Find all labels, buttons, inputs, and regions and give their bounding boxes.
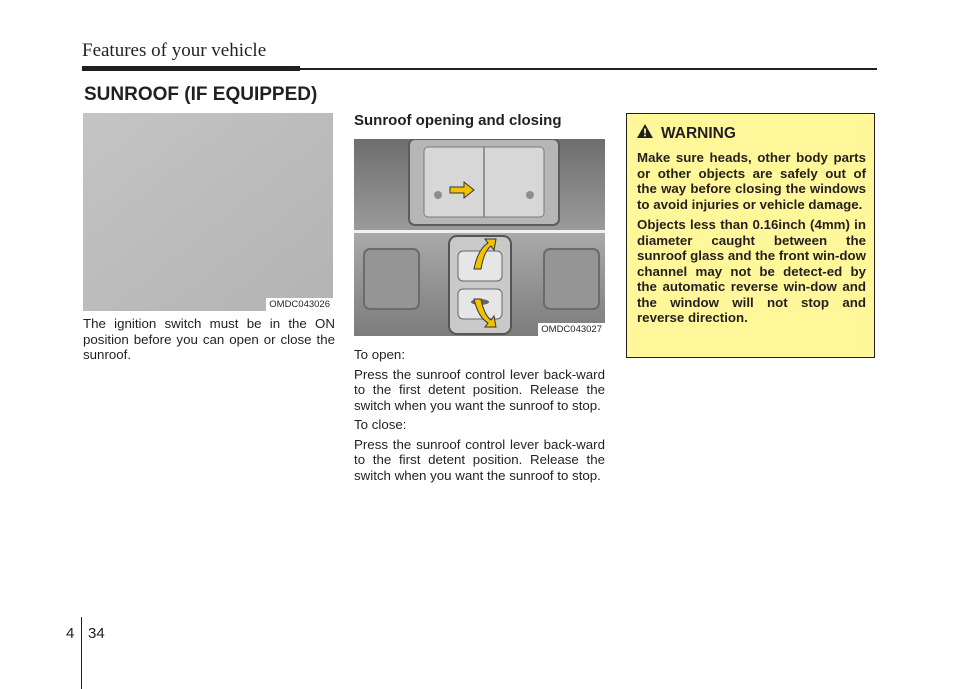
close-instructions: Press the sunroof control lever back-ward to the first detent position. Release the switch when you want the sunroof to stop. — [354, 436, 605, 483]
warning-paragraph-1: Make sure heads, other body parts or other objects are safely out of the way before closing the windows to avoid injuries or vehicle damage. — [637, 150, 866, 212]
ignition-note: The ignition switch must be in the ON position before you can open or close the sunroof. — [83, 316, 335, 362]
instructions — [354, 347, 605, 487]
page-number: 34 — [88, 625, 105, 642]
open-instructions: Press the sunroof control lever back-ward to the first detent position. Release the switch when you want the sunroof to stop. — [354, 366, 605, 413]
subsection-title: Sunroof opening and closing — [354, 112, 562, 129]
chapter-number: 4 — [66, 625, 75, 642]
header-rule-thin — [300, 68, 877, 70]
close-label: To close: — [354, 417, 407, 432]
section-title: SUNROOF (IF EQUIPPED) — [84, 84, 318, 105]
sunroof-control-graphic — [354, 139, 605, 336]
warning-title: WARNING — [661, 124, 736, 142]
warning-text — [637, 150, 866, 331]
open-label: To open: — [354, 347, 406, 362]
ignition-photo-graphic — [83, 113, 333, 311]
header-rule-thick — [82, 66, 300, 71]
warning-triangle-icon — [637, 124, 653, 143]
ignition-photo — [83, 113, 333, 311]
warning-heading — [637, 124, 736, 143]
footer-rule — [81, 617, 82, 689]
photo-caption-middle: OMDC043027 — [538, 323, 605, 337]
section-header: Features of your vehicle — [82, 40, 267, 61]
warning-paragraph-2: Objects less than 0.16inch (4mm) in diameter caught between the sunroof glass and the front win-dow channel may not be detect-ed by the automatic reverse win-dow and the window will not stop and reverse direction. — [637, 217, 866, 325]
warning-box — [626, 113, 875, 358]
sunroof-control-photo — [354, 139, 605, 336]
photo-caption-left: OMDC043026 — [266, 298, 333, 312]
